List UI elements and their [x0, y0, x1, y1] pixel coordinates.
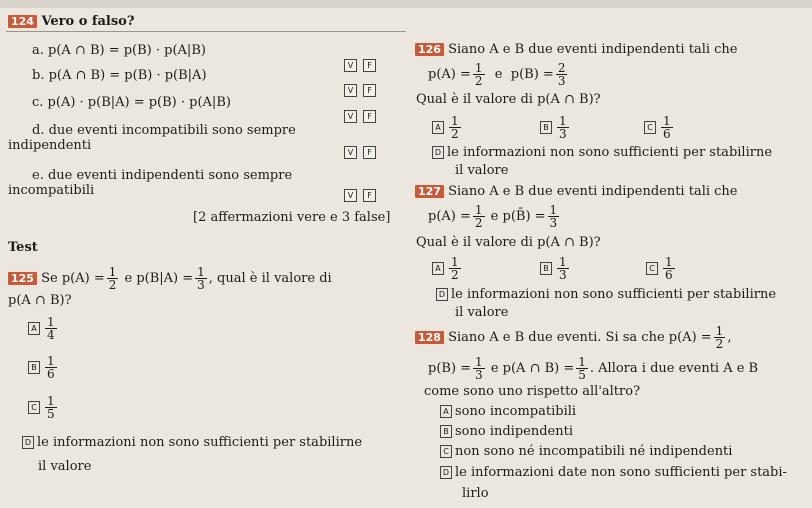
option-letter: C [644, 121, 656, 134]
option-letter: C [28, 401, 40, 414]
q125-text-line2: p(A ∩ B)? [8, 293, 72, 308]
q127-question: Qual è il valore di p(A ∩ B)? [416, 235, 601, 250]
option-letter: A [432, 121, 444, 134]
question-127: 127 Siano A e B due eventi indipendenti tali che [415, 184, 738, 200]
option-letter: B [540, 121, 552, 134]
q127-option-c[interactable]: C $\frac{1}{6}$ [646, 256, 677, 281]
q125-option-a[interactable]: A $\frac{1}{4}$ [28, 316, 59, 341]
true-box-a[interactable]: V [344, 59, 357, 72]
q126-given: p(A) = $\frac{1}{2}$ e p(B) = $\frac{2}{3}$ [428, 61, 566, 88]
q125-option-c[interactable]: C $\frac{1}{5}$ [28, 395, 59, 420]
option-letter: B [28, 361, 40, 374]
q126-option-a[interactable]: A $\frac{1}{2}$ [432, 115, 463, 140]
false-box-c[interactable]: F [363, 110, 376, 123]
true-box-d[interactable]: V [344, 146, 357, 159]
option-letter: D [432, 146, 444, 159]
statement-a: a. p(A ∩ B) = p(B) · p(A|B) [32, 43, 206, 58]
q128-given: p(B) = $\frac{1}{3}$ e p(A ∩ B) = $\frac{1}{5}$ . Allora i due eventi A e B [428, 355, 759, 382]
option-letter: B [540, 262, 552, 275]
option-letter: C [440, 445, 452, 458]
false-box-e[interactable]: F [363, 189, 376, 202]
option-letter: D [22, 436, 34, 449]
q126-question: Qual è il valore di p(A ∩ B)? [416, 92, 601, 107]
q128-question: come sono uno rispetto all'altro? [424, 384, 641, 399]
question-number: 128 [415, 331, 444, 344]
question-number: 127 [415, 185, 444, 198]
statement-b: b. p(A ∩ B) = p(B) · p(B|A) [32, 68, 207, 83]
option-letter: D [440, 466, 452, 479]
divider [6, 31, 406, 32]
q127-option-d[interactable]: D le informazioni non sono sufficienti per stabilirne [436, 287, 776, 303]
q127-option-d-cont: il valore [455, 305, 509, 320]
q125-text-2: e p(B|A) = [124, 271, 194, 286]
question-125 [8, 266, 332, 291]
q126-option-d-cont: il valore [455, 163, 509, 178]
question-128: 128 Siano A e B due eventi. Si sa che p(A) = $\frac{1}{2}$ , [415, 325, 731, 350]
option-letter: C [646, 262, 658, 275]
statement-e: e. due eventi indipendenti sono sempre [32, 168, 293, 183]
q125-option-d[interactable]: D le informazioni non sono sufficienti per stabilirne [22, 435, 362, 451]
exercise-124-title [8, 14, 134, 30]
fraction: $\frac{1}{3}$ [197, 265, 205, 292]
q128-option-b[interactable]: B sono indipendenti [440, 424, 573, 440]
fraction: $\frac{1}{2}$ [108, 265, 117, 292]
test-heading: Test [8, 240, 38, 255]
q125-option-b[interactable]: B $\frac{1}{6}$ [28, 355, 59, 380]
statement-d: d. due eventi incompatibili sono sempre [32, 123, 296, 138]
q127-option-a[interactable]: A $\frac{1}{2}$ [432, 256, 463, 281]
q128-option-c[interactable]: C non sono né incompatibili né indipendenti [440, 444, 732, 460]
question-126: 126 Siano A e B due eventi indipendenti tali che [415, 42, 738, 58]
true-box-c[interactable]: V [344, 110, 357, 123]
statement-d-cont: indipendenti [8, 138, 92, 153]
q128-option-d-cont: lirlo [462, 486, 489, 501]
true-box-b[interactable]: V [344, 84, 357, 97]
summary-note: [2 affermazioni vere e 3 false] [193, 210, 391, 225]
false-box-d[interactable]: F [363, 146, 376, 159]
option-letter: B [440, 425, 452, 438]
false-box-b[interactable]: F [363, 84, 376, 97]
q127-given: p(A) = $\frac{1}{2}$ e p(B̄) = $\frac{1}{3}$ [428, 203, 558, 230]
false-box-a[interactable]: F [363, 59, 376, 72]
q128-option-a[interactable]: A sono incompatibili [440, 404, 576, 420]
statement-c: c. p(A) · p(B|A) = p(B) · p(A|B) [32, 95, 231, 110]
true-box-e[interactable]: V [344, 189, 357, 202]
exercise-number: 124 [8, 15, 37, 28]
q128-option-d[interactable]: D le informazioni date non sono sufficienti per stabi- [440, 465, 787, 481]
q126-option-d[interactable]: D le informazioni non sono sufficienti per stabilirne [432, 145, 772, 161]
q125-option-d-cont: il valore [38, 459, 92, 474]
q125-text-1: Se p(A) = [41, 271, 105, 286]
q126-option-c[interactable]: C $\frac{1}{6}$ [644, 115, 675, 140]
page-top-edge [0, 0, 812, 8]
statement-e-cont: incompatibili [8, 183, 95, 198]
option-letter: A [28, 322, 40, 335]
q125-text-3: , qual è il valore di [208, 271, 332, 286]
option-letter: A [432, 262, 444, 275]
question-number: 125 [8, 272, 37, 285]
question-number: 126 [415, 43, 444, 56]
q127-option-b[interactable]: B $\frac{1}{3}$ [540, 256, 571, 281]
option-letter: D [436, 288, 448, 301]
option-letter: A [440, 405, 452, 418]
title-text: Vero o falso? [41, 14, 135, 29]
q126-option-b[interactable]: B $\frac{1}{3}$ [540, 115, 571, 140]
